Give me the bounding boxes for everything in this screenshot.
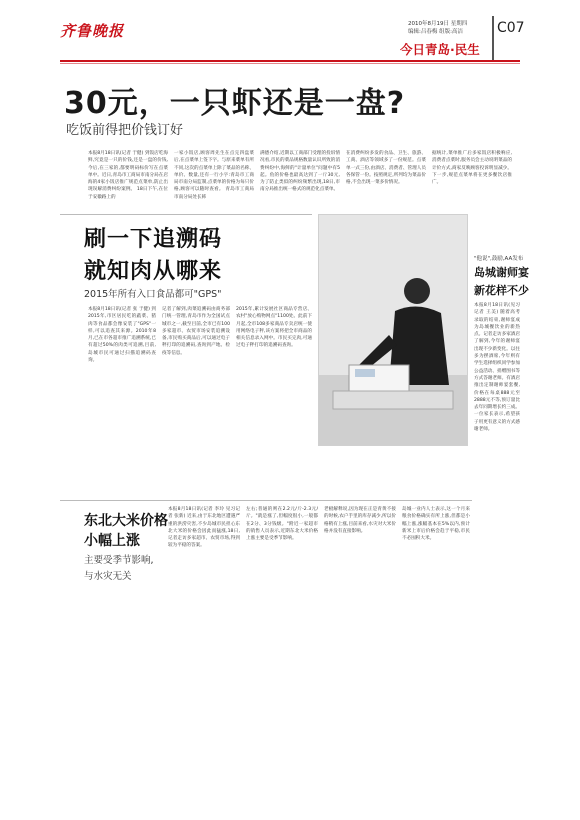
story3-column-4: 岛城一业内人士表示,这一个月来粮食价格确实有所上涨,但都是小幅上涨,涨幅基本在5%以内,预计新米上市后价格会趋于平稳,市民不必囤积大米。 — [402, 507, 470, 542]
dateline — [408, 20, 467, 36]
editor-text: 编辑:吕春梅 组版:高洁 — [408, 29, 463, 35]
story2-subhead: 2015年所有入口食品都可"GPS" — [84, 289, 222, 300]
story1-subhead: 吃饭前得把价钱订好 — [66, 123, 184, 138]
story1-col1b-text: 18日下午,在位于安徽路上的 — [88, 187, 168, 200]
story1-column-5: 据统计,菜单推广后多家饭店积极响应,消费者点菜时,服务员会主动说明菜品的计价方式,商家反映顾客投诉明显减少。下一步,规范点菜单将在更多餐饮店推广。 — [432, 151, 512, 186]
section-title — [400, 40, 480, 58]
page-number-divider — [492, 16, 494, 62]
story3-column-2: 左右;普通的则在2.2元/斤-2.3元/斤。"就是涨了,但幅度很小,一般都在2分、3分钱级。"附近一家超市的销售人员表示,近期东北大米价格上涨主要是受季节影响。 — [246, 507, 318, 542]
sidebar-headline-line2: 新花样不少 — [474, 284, 529, 297]
story1-col1-text: 本报8月18日讯(记者 于健) 到饭店吃海鲜,究竟是一只的价钱,还是一盘的价钱,今后,在三家的,都要明码标价写在点菜单中。近日,青岛市工商局市南分局在店海的4家小饭店推广规范点菜单,防止出现误解消费纠纷案例。 — [88, 151, 168, 193]
story-divider-2 — [60, 500, 472, 501]
story1-column-1 — [88, 150, 168, 210]
newspaper-masthead: 齐鲁晚报 — [60, 22, 125, 40]
section-name: 今日青岛 — [400, 42, 451, 57]
sidebar-text: 本报8月18日讯(见习记者 王美) 随着高考录取的结束,谢师宴成为岛城餐饮业的新热点。记者走访多家酒店了解到,今年的谢师宴出现不少新变化。以往多为摆酒席,今年则有学生选择组织同学参加公益活动、捐赠图书等方式答谢老师。有酒店推出定制谢师宴套餐,价格在每桌888元至2888元不等,预订量比去年同期增长约三成。一位家长表示,希望孩子用更有意义的方式感谢老师。 — [474, 303, 520, 433]
story3-column-1: 本报8月18日讯(记者 李玲 见习记者 张新) 近来,由于东北地区遭遇严重的洪涝灾害,不少岛城市民担心东北大米的价格会因此而猛涨,18日,记者走访多家超市、农贸市场,得到较为平稳的答案。 — [168, 507, 240, 549]
page-number: C07 — [497, 20, 525, 36]
story2-column-3: 2015年,累计发展社区商品专营店、农村"放心购物网点"1100处。此前下月起,全市108多家商品专卖店统一使用网络电子秤,该方案将把全市商品的相关信息录入网中。市民买完肉,可通过电子秤打印的追溯码查询。 — [236, 307, 312, 349]
story2-headline-line2: 就知肉从哪来 — [84, 259, 223, 284]
header-rule — [60, 60, 520, 62]
sidebar-kicker: "他说",鼓励,AA发布 — [474, 256, 524, 262]
story1-col2b-text: 青岛市工商局市南分局处长韩 — [174, 187, 254, 200]
sidebar-headline-line1: 岛城谢师宴 — [474, 266, 529, 279]
header-rule-thin — [60, 63, 520, 64]
story3-headline-line1: 东北大米价格 — [84, 513, 168, 529]
section-dot: · — [450, 42, 455, 57]
story3-subhead-line2: 与水灾无关 — [84, 571, 132, 582]
story3-headline-line2: 小幅上涨 — [84, 533, 140, 549]
section-accent: 民生 — [454, 42, 480, 57]
story1-column-4: 在消费纠纷多发的食品、卫生、旅游、工商、酒店等领域多了一份规范。点菜单一式三份,由酒店、消费者、管理人员各保管一份。按照规定,所列均为菜品价格,不会出现一菜多价情况。 — [346, 151, 426, 186]
story-divider — [60, 214, 312, 215]
story1-headline: 30元，一只虾还是一盘? — [64, 86, 406, 121]
story1-col2-text: 一家小饭店,顾客周先生在点完四盘菜后,在点菜单上签下字。与原来菜单有所不同,这次的点菜单上除了菜品的名称、单价、数量,还有一行小字:青岛市工商局市南分局监制,点菜单的价格为每只价格,顾客可以随时查看。 — [174, 151, 254, 193]
date-text: 2010年8月19日 星期四 — [408, 21, 468, 27]
story1-column-3: 满德介绍,近期以工商部门受理的投诉情况看,市民的菜品规格数量认识所致的消费纠纷中,海鲜的"计量单位"问题中有5起。鱼的价格也最高达到了一斤30元,为了防止类似的纠纷频繁出现,18日,市南分局推出统一格式的规范化点菜单。 — [260, 151, 340, 193]
story3-subhead-line1: 主要受季节影响, — [84, 555, 154, 566]
story2-column-2: 记者了解到,肉菜追溯码由商务部门统一管理,青岛市作为全国试点城市之一,截至目前,全市已有100多家超市、农贸市场安装追溯设备,市民购买商品后,可以通过电子秤打印的追溯码,查询到产地、检疫等信息。 — [162, 307, 230, 356]
news-photo — [318, 214, 468, 446]
photo-illustration — [319, 215, 468, 446]
story2-headline-line1: 刷一下追溯码 — [84, 227, 223, 252]
story1-column-2 — [174, 150, 254, 210]
story2-column-1: 本报8月18日讯(记者 张 于健) 到2015年,市区居民吃的蔬菜、猪肉等食品都会像安装了"GPS"一样,可以追查其来源。2010年8月,已在市各超市推广追溯系统,已有超过50%的肉类可追溯,目前,岛城市民可通过扫描追溯码查询。 — [88, 307, 156, 364]
story3-column-3: 老板解释说,因为现在正是青黄不接的时候,农户手里的库存减少,所以价格稍有上涨,目前来看,水灾对大米价格并没有直接影响。 — [324, 507, 396, 534]
